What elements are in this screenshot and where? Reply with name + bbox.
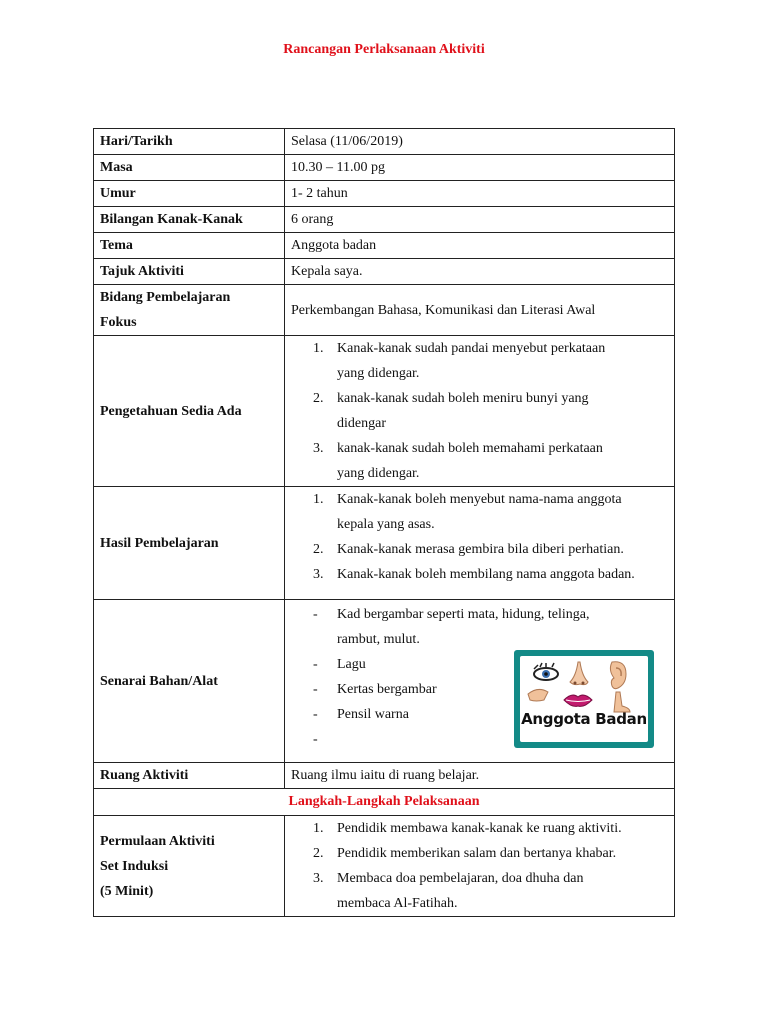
value-pengetahuan bbox=[285, 336, 675, 487]
label-pengetahuan: Pengetahuan Sedia Ada bbox=[94, 336, 285, 487]
hasil-list bbox=[291, 487, 668, 587]
section-heading: Langkah-Langkah Pelaksanaan bbox=[94, 789, 675, 816]
label-bidang bbox=[94, 285, 285, 336]
value-ruang: Ruang ilmu iaitu di ruang belajar. bbox=[285, 763, 675, 789]
row-bahan bbox=[94, 600, 675, 763]
list-item: 3. kanak-kanak sudah boleh memahami perkataan yang didengar. bbox=[313, 441, 603, 481]
list-item: 1. Kanak-kanak sudah pandai menyebut perkataan yang didengar. bbox=[313, 341, 606, 381]
picture-caption: Anggota Badan bbox=[521, 710, 647, 728]
label-ruang: Ruang Aktiviti bbox=[94, 763, 285, 789]
eye-icon bbox=[534, 663, 558, 680]
list-item: 3. Kanak-kanak boleh membilang nama anggota badan. bbox=[313, 567, 635, 582]
label-bahan: Senarai Bahan/Alat bbox=[94, 600, 285, 763]
label-masa: Masa bbox=[94, 155, 285, 181]
row-pengetahuan bbox=[94, 336, 675, 487]
label-bidang-line1: Bidang Pembelajaran bbox=[100, 290, 231, 305]
label-tema: Tema bbox=[94, 233, 285, 259]
value-bidang: Perkembangan Bahasa, Komunikasi dan Literasi Awal bbox=[285, 285, 675, 336]
nose-icon bbox=[570, 662, 588, 685]
list-item: - Pensil warna bbox=[313, 707, 409, 722]
label-permulaan-line2: Set Induksi bbox=[100, 858, 169, 874]
list-item: - Lagu bbox=[313, 657, 366, 672]
row-ruang bbox=[94, 763, 675, 789]
list-item: - bbox=[313, 732, 318, 747]
value-hasil bbox=[285, 487, 675, 600]
row-umur bbox=[94, 181, 675, 207]
list-item: 2. Kanak-kanak merasa gembira bila diberi perhatian. bbox=[313, 542, 624, 557]
anggota-badan-picture bbox=[514, 650, 654, 748]
value-bilangan: 6 orang bbox=[285, 207, 675, 233]
value-hari: Selasa (11/06/2019) bbox=[285, 129, 675, 155]
list-item: - Kertas bergambar bbox=[313, 682, 437, 697]
label-permulaan bbox=[94, 816, 285, 917]
label-umur: Umur bbox=[94, 181, 285, 207]
list-item: 2. kanak-kanak sudah boleh meniru bunyi yang didengar bbox=[313, 391, 589, 431]
label-bilangan: Bilangan Kanak-Kanak bbox=[94, 207, 285, 233]
label-bidang-line2: Fokus bbox=[100, 315, 137, 330]
list-item: 1. Pendidik membawa kanak-kanak ke ruang aktiviti. bbox=[313, 821, 622, 836]
activity-plan-table bbox=[93, 128, 675, 917]
value-masa: 10.30 – 11.00 pg bbox=[285, 155, 675, 181]
label-permulaan-line3: (5 Minit) bbox=[100, 883, 154, 899]
row-hasil bbox=[94, 487, 675, 600]
label-permulaan-line1: Permulaan Aktiviti bbox=[100, 833, 215, 849]
hand-icon bbox=[528, 689, 548, 701]
label-hasil: Hasil Pembelajaran bbox=[94, 487, 285, 600]
value-bahan bbox=[285, 600, 675, 763]
ear-icon bbox=[610, 662, 626, 689]
value-permulaan bbox=[285, 816, 675, 917]
row-bidang bbox=[94, 285, 675, 336]
list-item: 1. Kanak-kanak boleh menyebut nama-nama anggota kepala yang asas. bbox=[313, 492, 622, 532]
value-tajuk: Kepala saya. bbox=[285, 259, 675, 285]
row-hari bbox=[94, 129, 675, 155]
pengetahuan-list bbox=[291, 336, 668, 486]
row-section-heading bbox=[94, 789, 675, 816]
list-item: 3. Membaca doa pembelajaran, doa dhuha dan membaca Al-Fatihah. bbox=[313, 871, 584, 911]
lips-icon bbox=[564, 695, 592, 706]
page-title: Rancangan Perlaksanaan Aktiviti bbox=[283, 42, 485, 57]
value-umur: 1- 2 tahun bbox=[285, 181, 675, 207]
label-tajuk: Tajuk Aktiviti bbox=[94, 259, 285, 285]
row-masa bbox=[94, 155, 675, 181]
list-item: 2. Pendidik memberikan salam dan bertanya khabar. bbox=[313, 846, 617, 861]
row-tajuk bbox=[94, 259, 675, 285]
permulaan-list bbox=[291, 816, 668, 916]
label-hari: Hari/Tarikh bbox=[94, 129, 285, 155]
row-tema bbox=[94, 233, 675, 259]
value-tema: Anggota badan bbox=[285, 233, 675, 259]
row-bilangan bbox=[94, 207, 675, 233]
list-item: - Kad bergambar seperti mata, hidung, telinga, rambut, mulut. bbox=[313, 607, 590, 647]
row-permulaan bbox=[94, 816, 675, 917]
